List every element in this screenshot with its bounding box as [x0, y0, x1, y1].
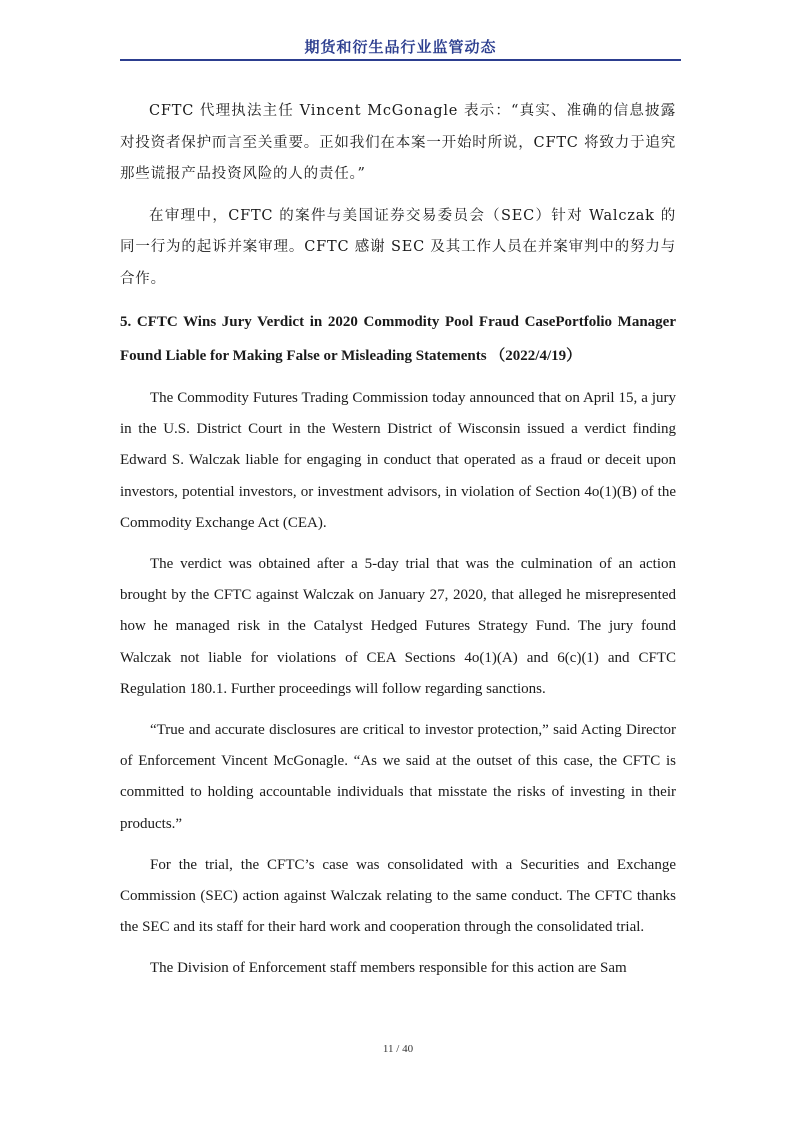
page-header-title: 期货和衍生品行业监管动态 [304, 38, 497, 56]
paragraph-quote: “True and accurate disclosures are critical to investor protection,” said Acting Director of Enforcement Vincent McGonagle. “As we said at the outset of this case, the CFTC is committed to holding accountable individuals that misstate the risks of investing in their products.” [120, 722, 676, 832]
paragraph-staff: The Division of Enforcement staff members responsible for this action are Sam [150, 960, 627, 977]
header-divider [120, 59, 681, 61]
paragraph-mcgonagle-quote-zh: CFTC 代理执法主任 Vincent McGonagle 表示：“真实、准确的信息披露对投资者保护而言至关重要。正如我们在本案一开始时所说，CFTC 将致力于追究那些谎报产品投资风险的人的责任。” [120, 103, 676, 182]
section-heading: 5. CFTC Wins Jury Verdict in 2020 Commodity Pool Fraud CasePortfolio Manager Found Liable for Making False or Misleading Statements （2022/4/19） [120, 314, 676, 364]
document-body [120, 96, 676, 985]
paragraph-consolidated-trial-zh: 在审理中，CFTC 的案件与美国证券交易委员会（SEC）针对 Walczak 的同一行为的起诉并案审理。CFTC 感谢 SEC 及其工作人员在并案审判中的努力与合作。 [120, 207, 676, 287]
page-number: 11 / 40 [382, 1043, 414, 1055]
paragraph-verdict: The verdict was obtained after a 5-day trial that was the culmination of an action brought by the CFTC against Walczak on January 27, 2020, that alleged he misrepresented how he managed risk in the Catalyst Hedged Futures Strategy Fund. The jury found Walczak not liable for violations of CEA Sections 4o(1)(A) and 6(c)(1) and CFTC Regulation 180.1. Further proceedings will follow regarding sanctions. [120, 556, 676, 697]
paragraph-announcement: The Commodity Futures Trading Commission today announced that on April 15, a jury in the U.S. District Court in the Western District of Wisconsin issued a verdict finding Edward S. Walczak liable for engaging in conduct that operated as a fraud or deceit upon investors, potential investors, or investment advisors, in violation of Section 4o(1)(B) of the Commodity Exchange Act (CEA). [120, 390, 676, 531]
paragraph-consolidation: For the trial, the CFTC’s case was consolidated with a Securities and Exchange Commission (SEC) action against Walczak relating to the same conduct. The CFTC thanks the SEC and its staff for their hard work and cooperation through the consolidated trial. [120, 856, 676, 936]
